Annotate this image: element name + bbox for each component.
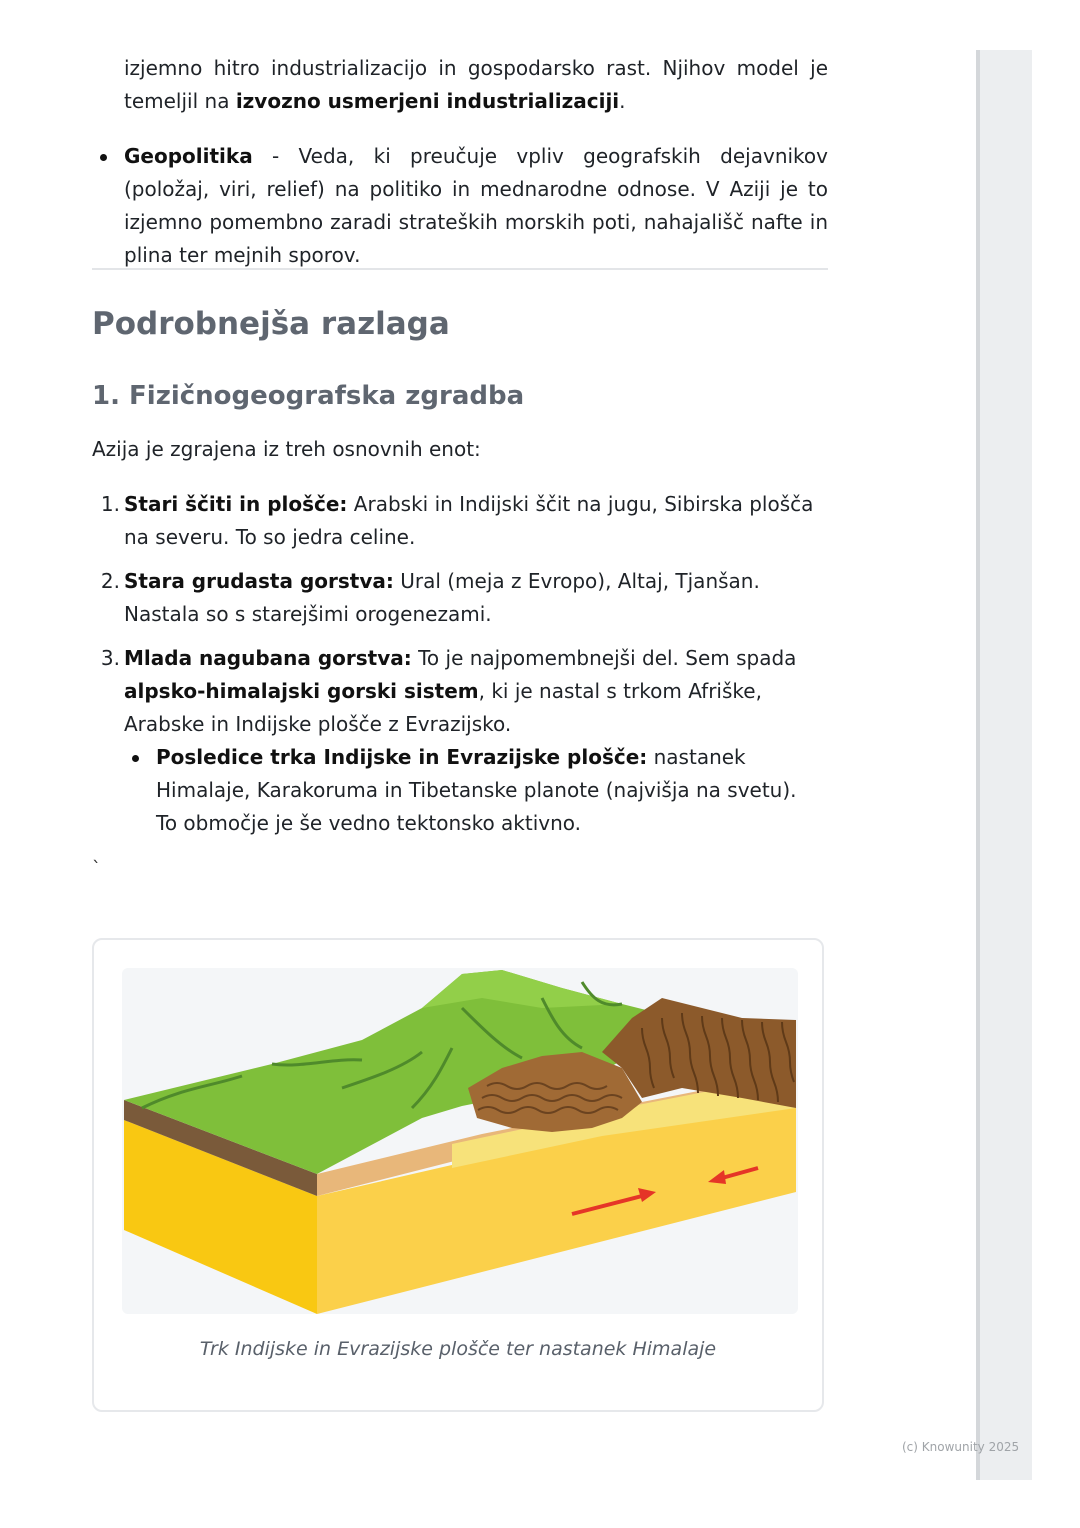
list-item (92, 642, 828, 840)
section-divider (92, 268, 828, 270)
intro-end: . (619, 89, 626, 113)
right-sidebar (976, 50, 1032, 1480)
sub-bullet-text: nastanek Himalaje, Karakoruma in Tibetanske planote (najvišja na svetu). To območje je še vedno tektonsko aktivno. (156, 745, 797, 835)
list-item (92, 565, 828, 631)
subsection-title: 1. Fizičnogeografska zgradba (92, 381, 525, 411)
list-number: 1. (100, 492, 120, 516)
land-highlight (422, 970, 622, 1008)
list-item-term: alpsko-himalajski gorski sistem (124, 679, 479, 703)
stray-mark: ` (92, 858, 101, 879)
list-item-text: , ki je nastal s trkom Afriške, Arabske in Indijske plošče z Evrazijsko. (124, 679, 762, 736)
list-item-term: Mlada nagubana gorstva: (124, 646, 412, 670)
list-item-text: Arabski in Indijski ščit na jugu, Sibirska plošča na severu. To so jedra celine. (124, 492, 814, 549)
intro-text: izjemno hitro industrializacijo in gospodarsko rast. Njihov model je temeljil na (124, 56, 828, 113)
copyright-footer: (c) Knowunity 2025 (902, 1440, 1020, 1454)
list-item-text: Ural (meja z Evropo), Altaj, Tjanšan. Nastala so s starejšimi orogenezami. (124, 569, 760, 626)
geopolitika-bullet (92, 140, 828, 272)
sub-bullet (124, 741, 828, 840)
list-item (92, 488, 828, 554)
geopolitika-paragraph (124, 140, 828, 272)
list-item-term: Stari ščiti in plošče: (124, 492, 348, 516)
geopolitika-text: - Veda, ki preučuje vpliv geografskih dejavnikov (položaj, viri, relief) na politiko in mednarodne odnose. V Aziji je to izjemno pomembno zaradi strateških morskih poti, nahajališč nafte in plina ter mejnih sporov. (124, 144, 828, 267)
sidebar-border (976, 50, 980, 1480)
list-number: 3. (100, 646, 120, 670)
plate-collision-illustration (122, 968, 798, 1314)
figure-image (122, 968, 798, 1314)
list-item-term: Stara grudasta gorstva: (124, 569, 394, 593)
intro-bold: izvozno usmerjeni industrializaciji (235, 89, 620, 113)
figure-caption: Trk Indijske in Evrazijske plošče ter nastanek Himalaje (199, 1338, 717, 1360)
figure-box (92, 938, 824, 1412)
bullet-dot (92, 140, 124, 272)
section-title: Podrobnejša razlaga (92, 306, 450, 342)
intro-paragraph (124, 52, 828, 118)
sub-bullet-term: Posledice trka Indijske in Evrazijske plošče: (156, 745, 648, 769)
numbered-list (92, 488, 828, 840)
bullet-dot (124, 741, 156, 840)
lead-text: Azija je zgrajena iz treh osnovnih enot: (92, 437, 481, 461)
list-number: 2. (100, 569, 120, 593)
geopolitika-term: Geopolitika (124, 144, 253, 168)
list-item-text: To je najpomembnejši del. Sem spada (411, 646, 797, 670)
